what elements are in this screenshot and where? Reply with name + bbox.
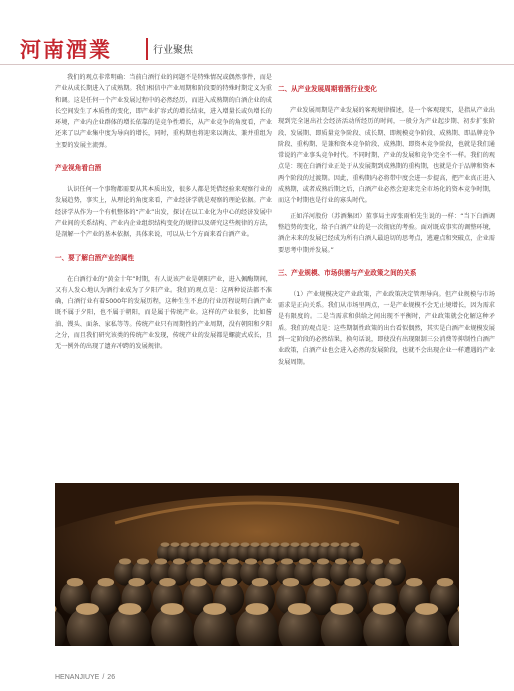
jar-lid [190, 578, 207, 586]
jar-lid [373, 603, 396, 615]
jar-lid [137, 558, 149, 564]
jar-lid [341, 542, 350, 546]
cellar-photo [55, 483, 459, 646]
jar-lid [330, 603, 353, 615]
footer-separator: / [102, 674, 105, 681]
jar-lid [263, 558, 275, 564]
right-column [278, 84, 495, 372]
jar-lid [299, 558, 311, 564]
jar-lid [251, 542, 260, 546]
paragraph-industry-attributes: 在白酒行业的“黄金十年”时期，有人说该产业是朝阳产业，进入佩酶期间，又有人发心地认为酒行业成为了夕阳产业。我们的观点是：这两种说法都不准确，白酒行业有着5000年的发展历程，这种生生不息的行业历程说明白酒产业既不属于夕阳，也不属于朝阳，而是属于传统产业。这样的产业很多，比如酱油、馒头、面条、家私等等。传统产业只有周期性的产业周期，没有朝阳和夕阳之分，而且我们研究该类的传统产业发现，传统产业的发展都是螺旋式成长，且无一例外的出现了遗弃冲跨的发展规律。 [55, 275, 272, 351]
jar-lid [271, 542, 280, 546]
jar-lid [281, 558, 293, 564]
jar-lid [76, 603, 99, 615]
jar-lid [161, 603, 184, 615]
jar-lid [191, 558, 203, 564]
page-header [0, 0, 514, 66]
jar-lid [351, 542, 360, 546]
jar-lid [201, 542, 210, 546]
jar-lid [313, 578, 330, 586]
jar-lid [371, 558, 383, 564]
footer-magazine-name: HENANJIUYE [55, 674, 100, 681]
jar-lid [173, 558, 185, 564]
jar-lid [159, 578, 176, 586]
jar-lid [335, 558, 347, 564]
page-number: 26 [107, 674, 116, 681]
jar-lid [67, 578, 84, 586]
jar-lid [317, 558, 329, 564]
jar-lid [181, 542, 190, 546]
jar-lid [301, 542, 310, 546]
jar-lid [406, 578, 423, 586]
jar-lid [191, 542, 200, 546]
jar-lid [211, 542, 220, 546]
intro-paragraph: 我们的观点非常明确：当前白酒行业的问题不是特殊情况或偶然事件，而是产业从成长期进入了成熟期。我们相信中产业周期和阶段要的特殊时期定义为重和调。这是任何一个产业发展过程中的必然经历，而进入成熟期的白酒企业的成长空间发生了本质性的变化，即产业扩容式的增长结束，进入增量长或负增长的环境，产业内企业群体的增长依靠的是竞争性增长，从产业竞争的角度看，产业还来了以产业集中度为导向的增长，同时，重构期也将迎来以淘汰、兼并重组为主要的发展主流弹。 [55, 74, 272, 149]
jar-lid [344, 578, 361, 586]
jar-lid [311, 542, 320, 546]
magazine-masthead: 河南酒業 [20, 37, 112, 62]
page-footer [55, 674, 115, 681]
jar-lid [245, 603, 268, 615]
jar-lid [155, 558, 167, 564]
jar-lid [221, 578, 238, 586]
cellar-jars-image [55, 483, 459, 646]
section-heading-industry-view: 产业视角看白酒 [55, 164, 102, 173]
jar-lid [209, 558, 221, 564]
jar-lid [98, 578, 115, 586]
jar-lid [321, 542, 330, 546]
jar-lid [437, 578, 454, 586]
left-column [55, 72, 272, 357]
paragraph-quote: 正如洋河股份（苏酒集团）董事局主席张雨柏先生说的一样：“当下白酒调整趋势的变化，给予白酒产业的是一次彻底的考验。面对既成事实的调整环境，酒企未来的发展已经成为所有白酒人最迫切的思考点，逃避点和突破点，企业需要思考中期并发展。” [278, 212, 495, 254]
jar-lid [128, 578, 145, 586]
jar-lid [283, 578, 300, 586]
jar-lid [203, 603, 226, 615]
jar-lid [331, 542, 340, 546]
jar-lid [118, 603, 141, 615]
jar-lid [415, 603, 438, 615]
section-heading-scale-policy: 三、产业规模、市场供需与产业政策之间的关系 [278, 268, 417, 277]
jar-lid [281, 542, 290, 546]
jar-lid [119, 558, 131, 564]
jar-lid [291, 542, 300, 546]
jar-lid [161, 542, 170, 546]
jar-lid [375, 578, 392, 586]
section-heading-development-cycle: 二、从产业发展周期看酒行业变化 [278, 85, 377, 93]
jar-lid [353, 558, 365, 564]
jar-lid [241, 542, 250, 546]
header-rule [0, 64, 514, 65]
jar-lid [245, 558, 257, 564]
paragraph-scale-policy: （1）产业规模决定产业政策，产业政策决定管理导向。但产业规模与市场需求是正向关系。我们从市场里两点，一是产业规模不会无止境增长，因为需求是有限度的。二是当需求和供给之间出现不平衡时，产业政策就会化解这种矛盾。我们的观点是：这些期制性政策的出台看似偶然，其实是白酒产业规模发展到一定阶段的必然结果，换句话说，即使没有出现限制三公消费等抑制性白酒产业政策，白酒产业也会进入必然的发展阶段，也就不会出现企业一样遭遇的产业发展周期。 [278, 290, 495, 366]
section-label: 行业聚焦 [153, 45, 193, 56]
jar-lid [389, 558, 401, 564]
paragraph-industry-view: 认识任何一个事物都需要从其本质出发，很多人都是凭借经验来观察行业的发展趋势，事实上，从理论的角度来看，产业经济学就是观察的理论依据。产业经济学从作为一个有机整体的“产业”出发，探讨在以工业化为中心的经济发展中产业间的关系结构、产业内企业组织结构变化的规律以及研究这些规律的方法，是剖解一个产业的基本依据，具体来说，可以从七个方面来看白酒产业。 [55, 186, 272, 239]
masthead-divider [146, 38, 148, 60]
jar-lid [171, 542, 180, 546]
section-heading-industry-attributes: 一、要了解白酒产业的属性 [55, 253, 135, 262]
jar-lid [227, 558, 239, 564]
jar-lid [231, 542, 240, 546]
jar-lid [261, 542, 270, 546]
jar-lid [288, 603, 311, 615]
jar-lid [252, 578, 269, 586]
jar-lid [221, 542, 230, 546]
paragraph-development-cycle: 产业发展周期是产业发展的客观规律描述，是一个客观现实，是指从产业出现到完全退出社会经济活动所经历的时间，一般分为产业起步期、初步扩张阶段、发展期、即质量竞争阶段、成长期、即规模竞争阶段、成熟期、即品牌竞争阶段、重构期、是兼和资本竞争阶段、成熟期、即资本竞争阶段，也就是我们通常说的产业事头竞争时代。不同时期、产业的发展和竞争完全不一样。我们的观点是：现在白酒行业正处于从发展期到成熟期的重构期，也就是介于品牌和资本两个阶段的过渡期。因此，重构期内必将带中度会进一步提高，把产业真正进入成熟期，或者成熟后期之后，白酒产业必然会迎来完全市场化的资本竞争时期，而这个时期也是行业的寡头时代。 [278, 107, 495, 205]
